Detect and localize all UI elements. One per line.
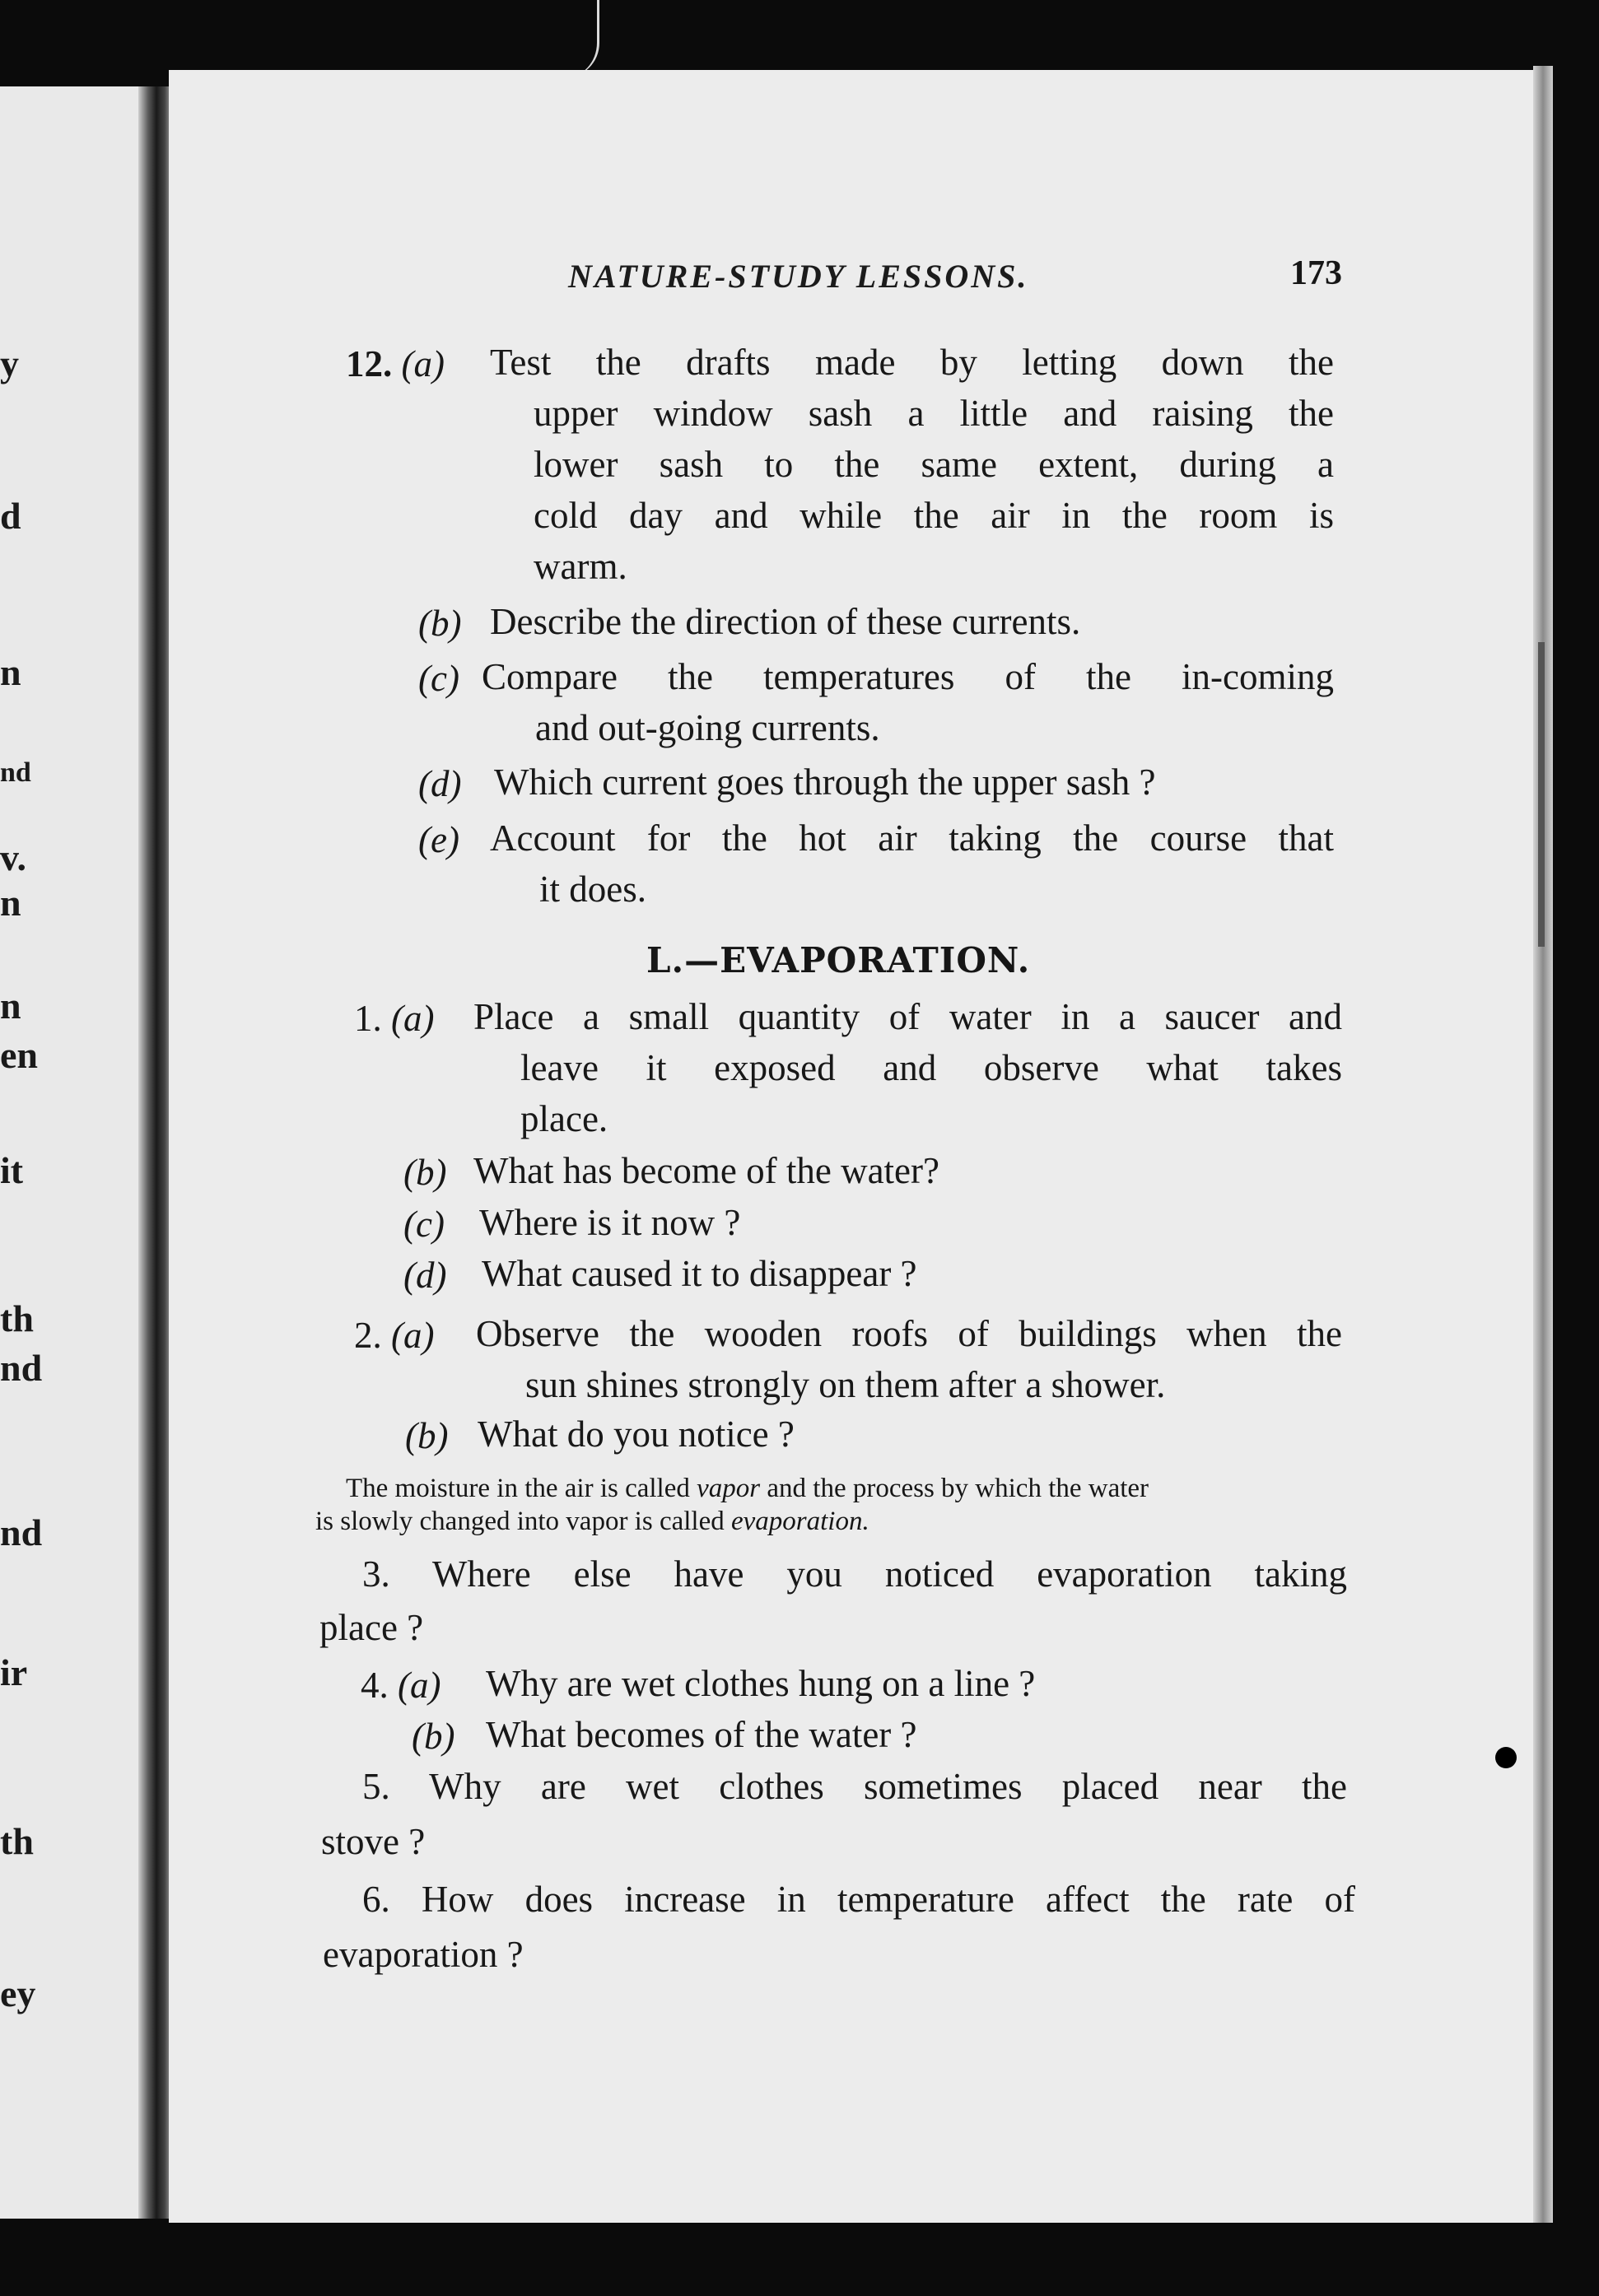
question-text-line: upper window sash a little and raising the [534,393,1334,434]
question-text-line: warm. [534,546,627,587]
item-label: (e) [418,819,459,860]
definition-note-line [315,1508,869,1535]
left-page-fragment: nd [0,1347,43,1389]
question-text-line: What caused it to disappear ? [482,1253,917,1294]
question-text-line: Account for the hot air taking the course that [490,817,1334,859]
left-page-fragment: v. [0,836,26,878]
left-page-fragment: d [0,495,21,537]
question-number: 12. [346,343,393,384]
question-text-line: Where is it now ? [479,1202,741,1243]
left-page-fragment: n [0,651,21,693]
running-header [560,254,1342,306]
question-text-line: What do you notice ? [478,1413,795,1455]
item-label: (d) [403,1255,447,1296]
section-heading: L.—EVAPORATION. [646,940,1031,980]
left-page-fragment: it [0,1149,24,1191]
question-text-line: cold day and while the air in the room is [534,495,1334,536]
question-text-line: place ? [319,1607,424,1648]
item-label: (a) [391,1315,435,1356]
question-text-line: Compare the temperatures of the in-coming [482,656,1334,697]
book-gutter [138,86,171,2219]
note-text: The moisture in the air is called [346,1474,697,1503]
question-text-line: it does. [539,869,646,910]
item-label: (d) [418,763,462,804]
note-term-evaporation: evaporation. [730,1507,869,1536]
left-page-fragment: ir [0,1651,28,1693]
left-page-fragment: th [0,1297,34,1339]
item-label: (c) [403,1204,445,1245]
question-text-line: place. [520,1098,608,1139]
question-text-line: lower sash to the same extent, during a [534,444,1334,485]
question-text-line: Why are wet clothes hung on a line ? [486,1663,1036,1704]
note-text: and the process by which the water [760,1474,1149,1503]
question-text-line: Which current goes through the upper sash ? [494,761,1156,803]
running-title: NATURE-STUDY LESSONS. [568,258,1029,295]
question-text-line: What has become of the water? [473,1150,939,1191]
question-text-line: Place a small quantity of water in a saucer and [473,996,1342,1037]
question-number: 2. [354,1315,382,1356]
left-page-fragment: n [0,882,21,924]
question-number: 4. [361,1665,389,1706]
question-text-line: Describe the direction of these currents. [490,601,1081,642]
definition-note-line [346,1475,1149,1502]
item-label: (a) [391,998,435,1039]
question-text-line: Test the drafts made by letting down the [490,342,1334,383]
question-text-line: evaporation ? [323,1934,524,1975]
question-text-line: 6. How does increase in temperature affect the rate of [362,1879,1355,1920]
bookmark-ribbon [564,0,599,78]
item-label: (a) [398,1665,441,1706]
question-12-a [346,343,445,384]
question-text-line: leave it exposed and observe what takes [520,1047,1342,1088]
item-label: (b) [412,1716,455,1757]
item-label: (b) [405,1415,449,1456]
page-edge-shadow [1538,642,1545,947]
page-number: 173 [1290,254,1342,292]
left-page-fragment: n [0,985,21,1027]
note-term-vapor: vapor [697,1474,761,1503]
item-label: (a) [401,343,445,384]
question-text-line: stove ? [321,1821,426,1862]
note-text: is slowly changed into vapor is called [315,1507,731,1536]
question-1-a [354,1000,434,1037]
question-number: 1. [354,998,382,1039]
left-page-fragment: nd [0,757,31,788]
question-text-line: and out-going currents. [535,707,880,748]
left-page-fragment: nd [0,1511,43,1553]
left-page-fragment: y [0,342,19,384]
question-text-line: 3. Where else have you noticed evaporation taking [362,1553,1347,1595]
previous-page [0,86,147,2219]
scan-dot [1495,1747,1517,1768]
left-page-fragment: th [0,1820,34,1862]
question-text-line: What becomes of the water ? [486,1714,917,1755]
question-text-line: sun shines strongly on them after a shower. [525,1364,1166,1405]
item-label: (c) [418,658,459,699]
left-page-fragment: ey [0,1972,36,2014]
question-text-line: Observe the wooden roofs of buildings when the [476,1313,1342,1354]
page-edge [1533,66,1553,2223]
question-4-a [361,1667,441,1704]
question-2-a [354,1317,434,1354]
left-page-fragment: en [0,1034,38,1076]
question-text-line: 5. Why are wet clothes sometimes placed near the [362,1766,1347,1807]
item-label: (b) [403,1152,447,1193]
item-label: (b) [418,603,462,644]
